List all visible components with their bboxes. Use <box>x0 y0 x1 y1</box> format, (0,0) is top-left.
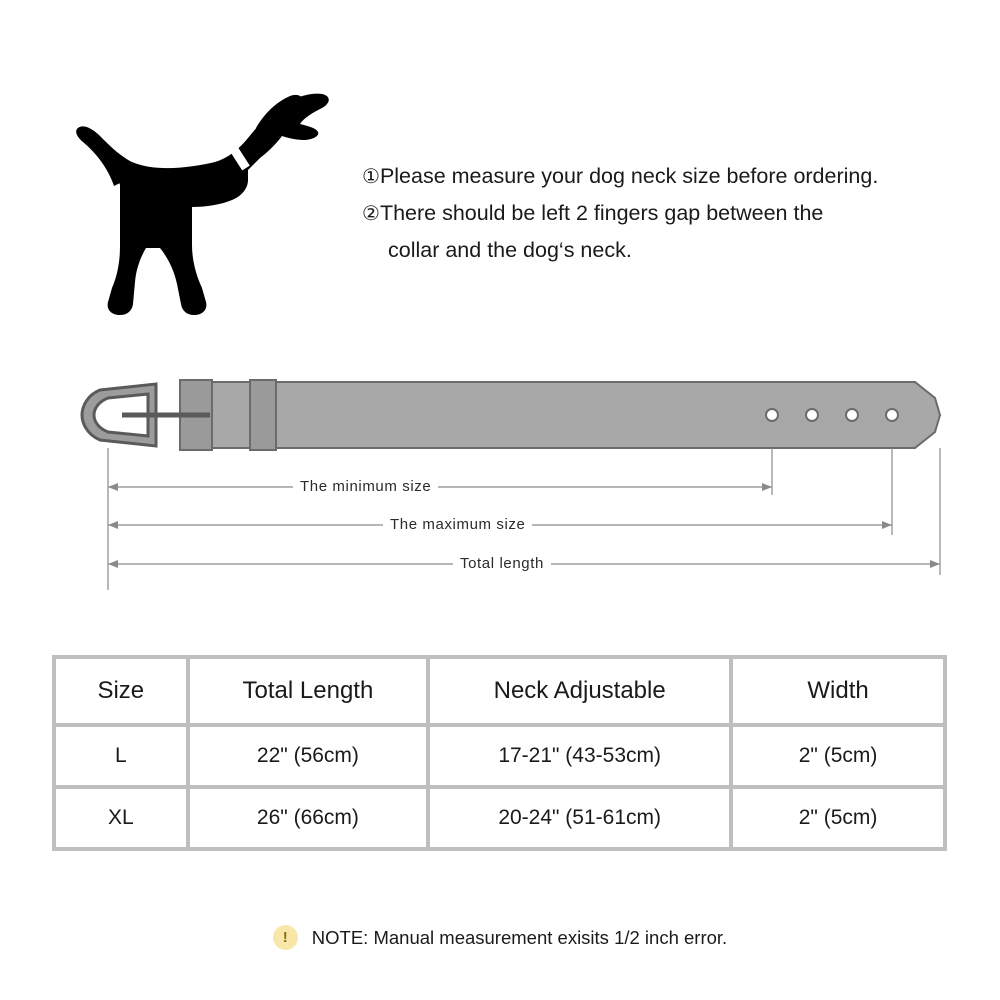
cell-size: L <box>54 725 188 787</box>
note-text: NOTE: Manual measurement exisits 1/2 inch error. <box>311 926 728 948</box>
table-header-row <box>54 657 945 725</box>
column-header-total-length: Total Length <box>188 657 429 725</box>
instructions-block <box>362 158 962 268</box>
instruction-marker-2: ② <box>362 203 380 225</box>
size-chart-table <box>52 655 947 851</box>
dog-silhouette-illustration <box>60 70 350 320</box>
table-row <box>54 787 945 849</box>
cell-neck-adjustable: 20-24" (51-61cm) <box>428 787 731 849</box>
instruction-marker-1: ① <box>362 166 380 188</box>
table-row <box>54 725 945 787</box>
exclamation-icon: ! <box>273 925 298 950</box>
cell-width: 2" (5cm) <box>731 787 945 849</box>
collar-measurement-diagram <box>60 360 950 610</box>
cell-size: XL <box>54 787 188 849</box>
column-header-neck-adjustable: Neck Adjustable <box>428 657 731 725</box>
cell-total-length: 22" (56cm) <box>188 725 429 787</box>
instruction-line-2 <box>362 195 962 232</box>
column-header-size: Size <box>54 657 188 725</box>
cell-total-length: 26" (66cm) <box>188 787 429 849</box>
instruction-line-2-continued: collar and the dog‘s neck. <box>388 238 632 262</box>
instruction-text-1: Please measure your dog neck size before ordering. <box>379 164 879 188</box>
note-row <box>0 925 1000 950</box>
label-minimum-size: The minimum size <box>293 478 438 495</box>
instruction-text-2: There should be left 2 fingers gap between the <box>379 201 824 225</box>
instruction-line-1 <box>362 158 962 195</box>
label-maximum-size: The maximum size <box>383 516 532 533</box>
label-total-length: Total length <box>453 555 551 572</box>
column-header-width: Width <box>731 657 945 725</box>
cell-width: 2" (5cm) <box>731 725 945 787</box>
cell-neck-adjustable: 17-21" (43-53cm) <box>428 725 731 787</box>
